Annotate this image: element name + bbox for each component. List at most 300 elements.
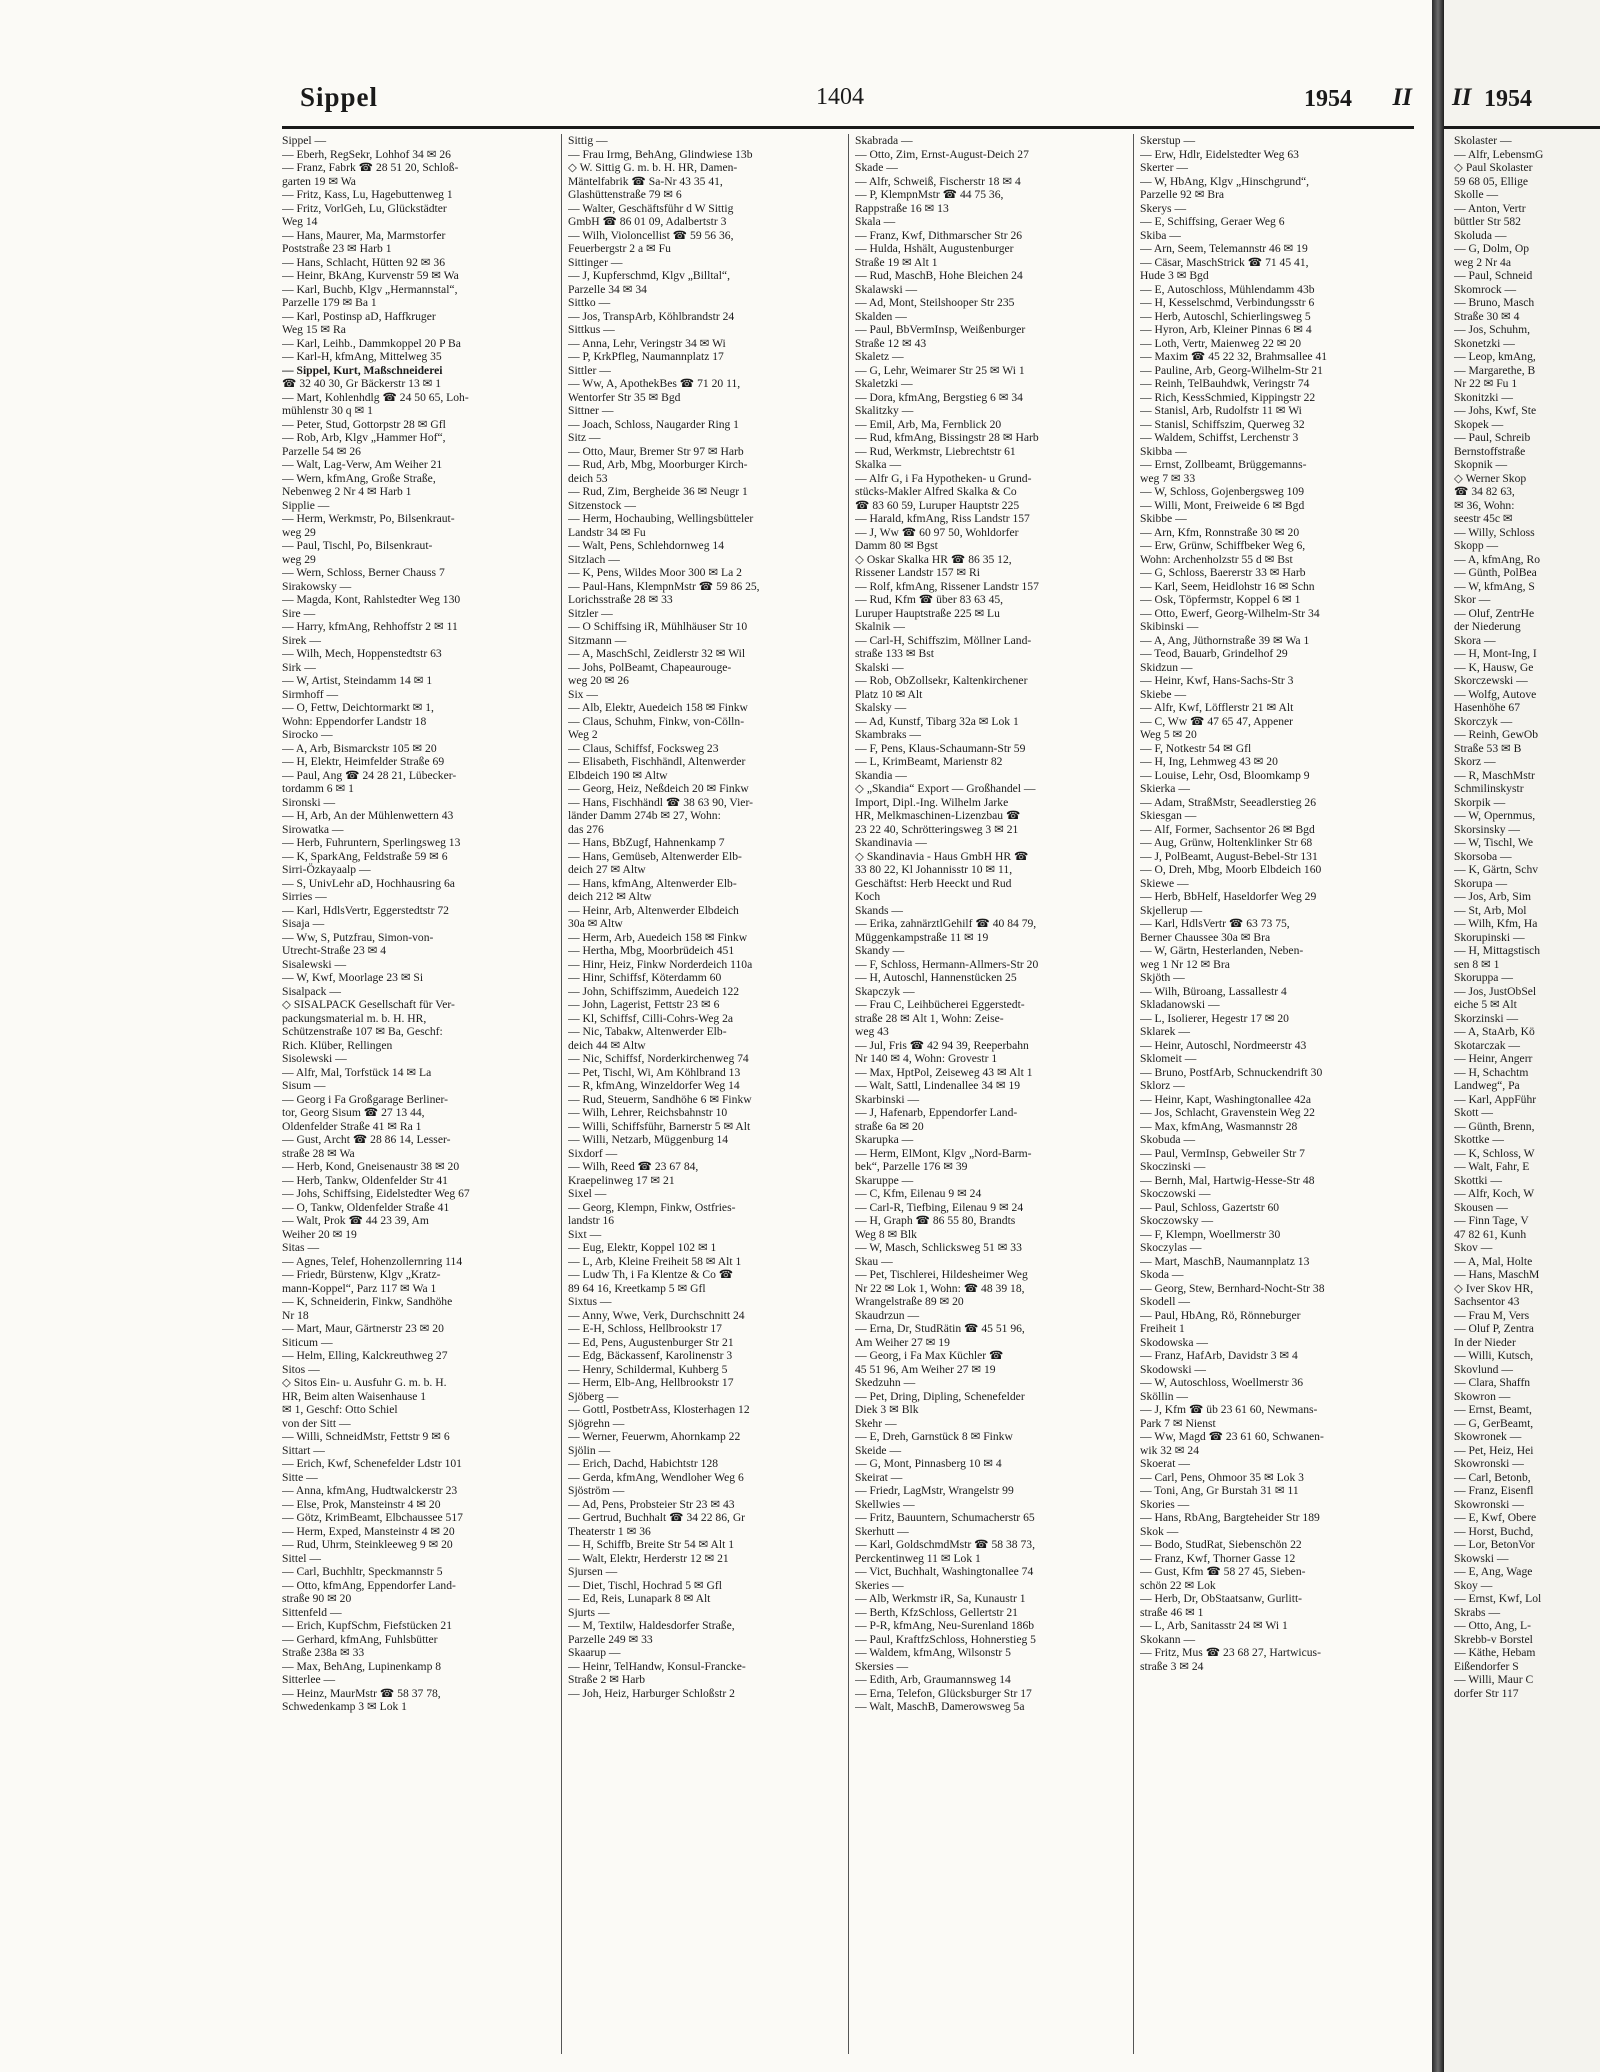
adjacent-entry-line: — K, Hausw, Ge <box>1454 660 1534 674</box>
directory-entry-line: — Gertrud, Buchhalt ☎ 34 22 86, Gr <box>568 1511 746 1524</box>
directory-entry-line: garten 19 ✉ Wa <box>282 174 356 188</box>
directory-entry-line: — Paul, Ang ☎ 24 28 21, Lübecker- <box>282 768 457 782</box>
directory-entry-line: Skerter — <box>1140 161 1188 174</box>
directory-entry-line: mühlenstr 30 q ✉ 1 <box>282 404 373 417</box>
book-spine <box>1432 0 1444 2072</box>
adjacent-entry-line: — Lor, BetonVor <box>1454 1538 1535 1551</box>
adjacent-entry-line: — H, Mittagstisch <box>1454 944 1540 957</box>
directory-entry-line: Sitz — <box>568 431 601 444</box>
directory-entry-line: — Bruno, PostfArb, Schnuckendrift 30 <box>1140 1065 1323 1079</box>
directory-entry-line: — Anna, Lehr, Veringstr 34 ✉ Wi <box>568 336 726 350</box>
directory-entry-line: Sirk — <box>282 660 316 674</box>
directory-entry-line: — Rob, ObZollsekr, Kaltenkirchener <box>855 674 1028 687</box>
directory-entry-line: Skersies — <box>855 1659 909 1673</box>
header-surname: Sippel <box>300 82 379 112</box>
directory-entry-line: — Otto, Ewerf, Georg-Wilhelm-Str 34 <box>1140 606 1320 620</box>
directory-entry-line: Sittig — <box>568 134 608 147</box>
directory-entry-line: das 276 <box>568 822 604 836</box>
directory-entry-line: — A, MaschSchl, Zeidlerstr 32 ✉ Wil <box>568 647 746 660</box>
directory-entry-line: — Herb, Kond, Gneisenaustr 38 ✉ 20 <box>282 1160 460 1173</box>
directory-entry-line: — Hulda, Hshält, Augustenburger <box>855 242 1014 255</box>
directory-entry-line: weg 1 Nr 12 ✉ Bra <box>1140 957 1230 971</box>
directory-entry-line: — Herb, Dr, ObStaatsanw, Gurlitt- <box>1140 1592 1303 1605</box>
directory-entry-line: Sitte — <box>282 1470 318 1484</box>
directory-entry-line: straße 133 ✉ Bst <box>855 647 934 660</box>
directory-entry-line: Damm 80 ✉ Bgst <box>855 539 938 552</box>
adjacent-entry-line: 59 68 05, Ellige <box>1454 174 1529 188</box>
directory-entry-line: — Mart, MaschB, Naumannplatz 13 <box>1140 1254 1310 1268</box>
adjacent-entry-line: Skorz — <box>1454 755 1496 768</box>
directory-entry-line: — Franz, Kwf, Dithmarscher Str 26 <box>855 228 1023 242</box>
adjacent-entry-line: — Walt, Fahr, E <box>1454 1160 1530 1173</box>
directory-entry-line: — Rud, Steuerm, Sandhöhe 6 ✉ Finkw <box>568 1092 752 1106</box>
directory-entry-line: — Osk, Töpfermstr, Koppel 6 ✉ 1 <box>1140 593 1301 606</box>
directory-entry-line: — Herb, Fuhruntern, Sperlingsweg 13 <box>282 836 461 849</box>
directory-entry-line: — Herm, Hochaubing, Wellingsbütteler <box>568 512 754 525</box>
adjacent-entry-line: Skopp — <box>1454 539 1499 552</box>
directory-entry-line: deich 212 ✉ Altw <box>568 890 652 903</box>
directory-column-4 <box>1140 134 1412 2064</box>
directory-entry-line: — Georg, Stew, Bernhard-Nocht-Str 38 <box>1140 1281 1325 1295</box>
directory-entry-line: — S, UnivLehr aD, Hochhausring 6a <box>282 876 455 890</box>
directory-entry-line: — E, Schiffsing, Geraer Weg 6 <box>1140 215 1285 228</box>
directory-entry-line: — Jul, Fris ☎ 42 94 39, Reeperbahn <box>855 1038 1029 1052</box>
adjacent-entry-line: Skowronek — <box>1454 1430 1522 1443</box>
directory-entry-line: Skibbe — <box>1140 512 1187 525</box>
directory-entry-line: — Stanisl, Schiffszim, Querweg 32 <box>1140 417 1305 431</box>
directory-entry-line: — Erika, zahnärztlGehilf ☎ 40 84 79, <box>855 917 1037 930</box>
directory-entry-line: Sisaja — <box>282 917 325 930</box>
directory-entry-line: — Georg i Fa Großgarage Berliner- <box>282 1092 448 1106</box>
directory-entry-line: Skau — <box>855 1254 893 1268</box>
directory-entry-line: — Heinr, Autoschl, Nordmeerstr 43 <box>1140 1038 1307 1052</box>
adjacent-entry-line: Nr 22 ✉ Fu 1 <box>1454 377 1518 390</box>
adjacent-entry-line: — Jos, Arb, Sim <box>1454 890 1531 903</box>
directory-entry-line: Straße 2 ✉ Harb <box>568 1673 646 1686</box>
directory-entry-line: — Gust, Kfm ☎ 58 27 45, Sieben- <box>1140 1565 1306 1578</box>
directory-entry-line: — A, Ang, Jüthornstraße 39 ✉ Wa 1 <box>1140 633 1310 647</box>
directory-entry-line: — H, Kesselschmd, Verbindungsstr 6 <box>1140 296 1315 309</box>
directory-entry-line: — Heinr, Kapt, Washingtonallee 42a <box>1140 1092 1311 1106</box>
adjacent-entry-line: Skora — <box>1454 633 1496 647</box>
directory-entry-line: — Ernst, Zollbeamt, Brüggemanns- <box>1140 458 1307 471</box>
adjacent-entry-line: Eißendorfer S <box>1454 1659 1519 1673</box>
directory-entry-line: — Carl, Pens, Ohmoor 35 ✉ Lok 3 <box>1140 1470 1304 1484</box>
directory-entry-line: Sköllin — <box>1140 1389 1188 1403</box>
directory-entry-line: — Ed, Reis, Lunapark 8 ✉ Alt <box>568 1592 711 1605</box>
directory-entry-line: Elbdeich 190 ✉ Altw <box>568 768 668 782</box>
directory-entry-line: Skalski — <box>855 660 904 674</box>
directory-entry-line: Skibinski — <box>1140 620 1199 633</box>
directory-entry-line: — J, Kupferschmd, Klgv „Billtal“, <box>568 269 730 282</box>
adjacent-entry-line: — Ernst, Kwf, Lol <box>1454 1592 1542 1605</box>
adjacent-entry-line: Straße 30 ✉ 4 <box>1454 309 1520 323</box>
directory-entry-line: straße 6a ✉ 20 <box>855 1119 924 1133</box>
directory-entry-line: — H, Arb, An der Mühlenwettern 43 <box>282 809 454 822</box>
directory-entry-line: — F, Schloss, Hermann-Allmers-Str 20 <box>855 957 1039 971</box>
directory-entry-line: Kraepelinweg 17 ✉ 21 <box>568 1173 675 1187</box>
directory-entry-line: Mäntelfabrik ☎ Sa-Nr 43 35 41, <box>568 174 723 188</box>
adjacent-entry-line: — K, Schloss, W <box>1454 1146 1535 1160</box>
adjacent-entry-line: — W, Opernmus, <box>1454 809 1536 822</box>
directory-entry-line: — Walt, MaschB, Damerowsweg 5a <box>855 1700 1025 1713</box>
directory-entry-line: — Herm, Arb, Auedeich 158 ✉ Finkw <box>568 930 748 944</box>
directory-entry-line: — Franz, HafArb, Davidstr 3 ✉ 4 <box>1140 1349 1298 1362</box>
directory-entry-line: — Carl-R, Tiefbing, Eilenau 9 ✉ 24 <box>855 1200 1024 1214</box>
directory-entry-line: Nebenweg 2 Nr 4 ✉ Harb 1 <box>282 485 412 498</box>
directory-entry-line: — Ww, A, ApothekBes ☎ 71 20 11, <box>568 377 741 390</box>
directory-entry-line: Sirri-Özkayaalp — <box>282 863 371 876</box>
directory-entry-line: — L, Arb, Kleine Freiheit 58 ✉ Alt 1 <box>568 1254 742 1268</box>
directory-entry-line: — Otto, kfmAng, Eppendorfer Land- <box>282 1578 456 1592</box>
directory-entry-line: — Walter, Geschäftsführ d W Sittig <box>568 201 734 215</box>
directory-entry-line: Skedzuhn — <box>855 1376 916 1389</box>
directory-entry-line: ◇ „Skandia“ Export — Großhandel — <box>855 782 1036 795</box>
page-header <box>300 82 1412 120</box>
directory-entry-line: — Waldem, Schiffst, Lerchenstr 3 <box>1140 431 1299 444</box>
directory-entry-line: Sittkus — <box>568 323 615 336</box>
directory-entry-line: Weg 5 ✉ 20 <box>1140 728 1197 741</box>
directory-entry-line: — Paul, BbVermInsp, Weißenburger <box>855 323 1026 336</box>
directory-entry-line: Skapczyk — <box>855 984 915 998</box>
adjacent-entry-line: Skonetzki — <box>1454 336 1515 350</box>
directory-entry-line: — Willi, Schiffsführ, Barnerstr 5 ✉ Alt <box>568 1119 751 1133</box>
directory-entry-line: Skabrada — <box>855 134 913 147</box>
directory-entry-line: weg 29 <box>282 552 316 566</box>
directory-entry-line: Sitzmann — <box>568 633 627 647</box>
directory-entry-line: Park 7 ✉ Nienst <box>1140 1416 1216 1430</box>
adjacent-entry-line: — Finn Tage, V <box>1454 1214 1529 1227</box>
directory-entry-line: — Rud, Arb, Mbg, Moorburger Kirch- <box>568 458 748 471</box>
adjacent-entry-line: — A, StaArb, Kö <box>1454 1025 1535 1038</box>
adjacent-entry-line: seestr 45c ✉ <box>1454 512 1513 525</box>
directory-entry-line: — Ww, S, Putzfrau, Simon-von- <box>282 930 434 944</box>
directory-entry-line: — Erna, Dr, StudRätin ☎ 45 51 96, <box>855 1322 1025 1335</box>
directory-entry-line: — Fritz, Mus ☎ 23 68 27, Hartwicus- <box>1140 1646 1321 1659</box>
directory-entry-line: straße 3 ✉ 24 <box>1140 1659 1204 1673</box>
directory-entry-line: — Maxim ☎ 45 22 32, Brahmsallee 41 <box>1140 350 1328 363</box>
directory-entry-line: — Harald, kfmAng, Riss Landstr 157 <box>855 512 1030 525</box>
directory-entry-line: Sisalpack — <box>282 984 341 998</box>
directory-entry-line: Skierka — <box>1140 782 1190 795</box>
directory-entry-line: Skerhutt — <box>855 1524 909 1538</box>
adjacent-entry-line: Skoruppa — <box>1454 971 1513 984</box>
adjacent-entry-line: Straße 53 ✉ B <box>1454 741 1522 755</box>
directory-entry-line: — Rich, KessSchmied, Kippingstr 22 <box>1140 390 1316 404</box>
directory-entry-line: — Erich, KupfSchm, Fiefstücken 21 <box>282 1619 453 1632</box>
directory-entry-line: — Heinr, TelHandw, Konsul-Francke- <box>568 1659 746 1673</box>
directory-entry-line: Sjölin — <box>568 1443 611 1457</box>
directory-entry-line: — Max, BehAng, Lupinenkamp 8 <box>282 1659 442 1673</box>
directory-entry-line: Sitterlee — <box>282 1673 336 1686</box>
directory-entry-line: — M, Textilw, Haldesdorfer Straße, <box>568 1619 735 1632</box>
directory-entry-line: — J, PolBeamt, August-Bebel-Str 131 <box>1140 849 1318 863</box>
directory-entry-line: — Karl, Postinsp aD, Haffkruger <box>282 309 436 323</box>
directory-entry-line: — Berth, KfzSchloss, Gellertstr 21 <box>855 1605 1018 1619</box>
adjacent-entry-line: büttler Str 582 <box>1454 215 1521 228</box>
directory-entry-line: — Karl, Leihb., Dammkoppel 20 P Ba <box>282 336 461 350</box>
adjacent-entry-line: ◇ Paul Skolaster <box>1454 161 1533 174</box>
directory-entry-line: — K, Schneiderin, Finkw, Sandhöhe <box>282 1295 453 1308</box>
directory-entry-line: — Ludw Th, i Fa Klentze & Co ☎ <box>568 1268 734 1281</box>
directory-entry-line: Skiba — <box>1140 228 1181 242</box>
directory-entry-line: — Johs, Schiffsing, Eidelstedter Weg 67 <box>282 1187 470 1200</box>
directory-entry-line: Parzelle 249 ✉ 33 <box>568 1632 653 1646</box>
directory-entry-line: — Herb, Tankw, Oldenfelder Str 41 <box>282 1173 448 1187</box>
directory-entry-line: — Alb, Werkmstr iR, Sa, Kunaustr 1 <box>855 1592 1026 1605</box>
directory-entry-line: — Erich, Dachd, Habichtstr 128 <box>568 1457 719 1470</box>
adjacent-entry-line: — Pet, Heiz, Hei <box>1454 1443 1534 1457</box>
adjacent-entry-line: ☎ 34 82 63, <box>1454 485 1515 498</box>
directory-entry-line: — Ad, Pens, Probsteier Str 23 ✉ 43 <box>568 1497 735 1511</box>
directory-entry-line: — Willi, Netzarb, Müggenburg 14 <box>568 1133 729 1146</box>
adjacent-entry-line: Skowronski — <box>1454 1457 1524 1470</box>
directory-entry-line: — Joach, Schloss, Naugarder Ring 1 <box>568 417 739 431</box>
adjacent-entry-line: Sachsentor 43 <box>1454 1295 1520 1308</box>
directory-entry-line: — P, KrkPfleg, Naumannplatz 17 <box>568 350 724 363</box>
directory-entry-line: Weg 2 <box>568 728 598 741</box>
directory-entry-line: — O, Dreh, Mbg, Moorb Elbdeich 160 <box>1140 863 1322 876</box>
directory-entry-line: Wohn: Archenholzstr 55 d ✉ Bst <box>1140 552 1293 566</box>
directory-entry-line: Skaletzki — <box>855 377 913 390</box>
directory-entry-line: mann-Koppel“, Parz 117 ✉ Wa 1 <box>282 1281 437 1295</box>
directory-entry-line: Rich. Klüber, Rellingen <box>282 1038 393 1052</box>
directory-entry-line: Platz 10 ✉ Alt <box>855 687 923 701</box>
adjacent-entry-line: — A, kfmAng, Ro <box>1454 552 1540 566</box>
directory-entry-line: — Arn, Kfm, Ronnstraße 30 ✉ 20 <box>1140 525 1300 539</box>
directory-entry-line: — Herm, Exped, Mansteinstr 4 ✉ 20 <box>282 1524 455 1538</box>
directory-entry-line: Skalnik — <box>855 620 905 633</box>
directory-entry-line: Weg 14 <box>282 215 318 228</box>
directory-entry-line: Weg 15 ✉ Ra <box>282 323 346 336</box>
directory-entry-line: — Rud, Kfm ☎ über 83 63 45, <box>855 593 1004 606</box>
directory-entry-line: Sjögrehn — <box>568 1416 625 1430</box>
adjacent-entry-line: — Alfr, LebensmG <box>1454 147 1544 161</box>
directory-entry-line: ☎ 32 40 30, Gr Bäckerstr 13 ✉ 1 <box>282 377 442 390</box>
directory-entry-line: ☎ 83 60 59, Luruper Hauptstr 225 <box>855 498 1020 512</box>
directory-entry-line: Weiher 20 ✉ 19 <box>282 1227 357 1241</box>
adjacent-entry-line: Skor — <box>1454 593 1491 606</box>
directory-entry-line: — Mart, Kohlenhdlg ☎ 24 50 65, Loh- <box>282 390 469 404</box>
directory-entry-line: Berner Chaussee 30a ✉ Bra <box>1140 930 1271 944</box>
directory-entry-line: Parzelle 34 ✉ 34 <box>568 282 647 296</box>
directory-entry-line: — Anny, Wwe, Verk, Durchschnitt 24 <box>568 1308 745 1322</box>
directory-entry-line: — Gust, Archt ☎ 28 86 14, Lesser- <box>282 1133 451 1146</box>
directory-entry-line: — Hinr, Schiffsf, Köterdamm 60 <box>568 971 722 984</box>
directory-entry-line: — Hinr, Heiz, Finkw Norderdeich 110a <box>568 957 753 971</box>
directory-entry-line: — Carl, Buchhltr, Speckmannstr 5 <box>282 1565 443 1578</box>
directory-entry-line: Straße 12 ✉ 43 <box>855 336 927 350</box>
directory-entry-line: Sjurts — <box>568 1605 610 1619</box>
directory-entry-line: — Peter, Stud, Gottorpstr 28 ✉ Gfl <box>282 417 446 431</box>
directory-column-2 <box>568 134 840 2064</box>
directory-entry-line: Skeirat — <box>855 1470 903 1484</box>
directory-entry-line: — Werner, Feuerwm, Ahornkamp 22 <box>568 1430 741 1443</box>
directory-entry-line: Sittinger — <box>568 255 623 269</box>
directory-entry-line: Sittko — <box>568 296 611 309</box>
adjacent-entry-line: Skowron — <box>1454 1389 1511 1403</box>
column-divider <box>561 134 562 2054</box>
adjacent-entry-line: — Johs, Kwf, Ste <box>1454 404 1537 417</box>
directory-entry-line: — Loth, Vertr, Maienweg 22 ✉ 20 <box>1140 336 1302 350</box>
directory-entry-line: Skodowski — <box>1140 1362 1207 1376</box>
directory-entry-line: Skala — <box>855 215 896 228</box>
adjacent-entry-line: — W, Tischl, We <box>1454 836 1534 849</box>
directory-entry-line: Sitzler — <box>568 606 613 620</box>
directory-entry-line: — Pet, Tischlerei, Hildesheimer Weg <box>855 1268 1028 1281</box>
adjacent-entry-line: Skorczewski — <box>1454 674 1528 687</box>
directory-entry-line: Sitzlach — <box>568 552 620 566</box>
directory-entry-line: Skambraks — <box>855 728 922 741</box>
directory-entry-line: Sklarek — <box>1140 1025 1190 1038</box>
directory-entry-line: — L, Isolierer, Hegestr 17 ✉ 20 <box>1140 1011 1289 1025</box>
adjacent-entry-line: ✉ 36, Wohn: <box>1454 498 1515 512</box>
directory-entry-line: Wohn: Eppendorfer Landstr 18 <box>282 714 427 728</box>
directory-entry-line: — Karl-H, kfmAng, Mittelweg 35 <box>282 350 442 363</box>
adjacent-entry-line: Skott — <box>1454 1106 1493 1119</box>
adjacent-entry-line: Skopek — <box>1454 417 1504 431</box>
directory-entry-line: straße 90 ✉ 20 <box>282 1592 352 1605</box>
directory-entry-line: — Hertha, Mbg, Moorbrüdeich 451 <box>568 944 735 957</box>
adjacent-entry-line: — H, Mont-Ing, I <box>1454 647 1537 660</box>
adjacent-entry-line: Skolaster — <box>1454 134 1512 147</box>
directory-entry-line: wik 32 ✉ 24 <box>1140 1443 1199 1457</box>
directory-entry-line: Skalawski — <box>855 282 918 296</box>
directory-entry-line: — Rud, Uhrm, Steinkleeweg 9 ✉ 20 <box>282 1538 453 1551</box>
directory-entry-line: Sire — <box>282 606 316 620</box>
adjacent-entry-line: — Günth, Brenn, <box>1454 1119 1535 1133</box>
directory-entry-line: Sironski — <box>282 795 336 809</box>
directory-entry-line: — Adam, StraßMstr, Seeadlerstieg 26 <box>1140 795 1316 809</box>
adjacent-entry-line: Landweg“, Pa <box>1454 1079 1520 1092</box>
directory-entry-line: — Elisabeth, Fischhändl, Altenwerder <box>568 755 746 768</box>
directory-entry-line: ✉ 1, Geschf: Otto Schiel <box>282 1403 398 1416</box>
header-page-number: 1404 <box>816 84 864 110</box>
directory-entry-line: — Cäsar, MaschStrick ☎ 71 45 41, <box>1140 255 1309 269</box>
adjacent-entry-line: — Heinr, Angerr <box>1454 1052 1533 1065</box>
directory-entry-line: Skiesgan — <box>1140 809 1197 822</box>
directory-entry-line: — G, Lehr, Weimarer Str 25 ✉ Wi 1 <box>855 363 1025 377</box>
directory-entry-line: — Willi, Mont, Freiweide 6 ✉ Bgd <box>1140 498 1305 512</box>
directory-entry-line: Poststraße 23 ✉ Harb 1 <box>282 242 392 255</box>
directory-entry-line: Skibba — <box>1140 444 1187 458</box>
directory-entry-line: — O, Tankw, Oldenfelder Straße 41 <box>282 1200 450 1214</box>
directory-entry-line: Wentorfer Str 35 ✉ Bgd <box>568 390 681 404</box>
directory-entry-line: — Paul, HbAng, Rö, Rönneburger <box>1140 1308 1301 1322</box>
column-divider <box>848 134 849 2054</box>
directory-entry-line: Sisum — <box>282 1079 326 1092</box>
directory-entry-line: — Sippel, Kurt, Maßschneiderei <box>282 363 443 377</box>
directory-entry-line: Nr 22 ✉ Lok 1, Wohn: ☎ 48 39 18, <box>855 1281 1025 1295</box>
directory-entry-line: Sittel — <box>282 1551 321 1565</box>
directory-entry-line: Skoda — <box>1140 1268 1184 1281</box>
directory-entry-line: — Paul, VermInsp, Gebweiler Str 7 <box>1140 1146 1305 1160</box>
directory-entry-line: Am Weiher 27 ✉ 19 <box>855 1335 950 1349</box>
directory-entry-line: — Rud, Werkmstr, Liebrechtstr 61 <box>855 444 1016 458</box>
directory-entry-line: Weg 8 ✉ Blk <box>855 1227 917 1241</box>
directory-entry-line: — Joh, Heiz, Harburger Schloßstr 2 <box>568 1686 735 1700</box>
directory-entry-line: — Louise, Lehr, Osd, Bloomkamp 9 <box>1140 768 1310 782</box>
directory-entry-line: — K, SparkAng, Feldstraße 59 ✉ 6 <box>282 849 448 863</box>
directory-entry-line: Skalden — <box>855 309 907 323</box>
directory-entry-line: — W, Schloss, Gojenbergsweg 109 <box>1140 485 1305 498</box>
adjacent-entry-line: Skottki — <box>1454 1173 1502 1187</box>
directory-entry-line: — Herb, Autoschl, Schierlingsweg 5 <box>1140 309 1311 323</box>
directory-entry-line: Skalka — <box>855 458 902 471</box>
directory-entry-line: — Vict, Buchhalt, Washingtonallee 74 <box>855 1565 1034 1578</box>
directory-entry-line: länder Damm 274b ✉ 27, Wohn: <box>568 809 721 822</box>
directory-entry-line: — Henry, Schildermal, Kuhberg 5 <box>568 1362 728 1376</box>
adjacent-header-volume: II <box>1452 84 1472 111</box>
directory-entry-line: tor, Georg Sisum ☎ 27 13 44, <box>282 1106 425 1119</box>
directory-entry-line: Skalitzky — <box>855 404 914 417</box>
directory-entry-line: Sixel — <box>568 1187 607 1200</box>
directory-entry-line: Skok — <box>1140 1524 1179 1538</box>
directory-entry-line: — Dora, kfmAng, Bergstieg 6 ✉ 34 <box>855 390 1023 404</box>
directory-entry-line: Utrecht-Straße 23 ✉ 4 <box>282 944 387 957</box>
directory-entry-line: — P, KlempnMstr ☎ 44 75 36, <box>855 188 1004 201</box>
directory-entry-line: Parzelle 54 ✉ 26 <box>282 444 361 458</box>
adjacent-entry-line: — E, Ang, Wage <box>1454 1565 1533 1578</box>
directory-entry-line: — John, Lagerist, Fettstr 23 ✉ 6 <box>568 998 720 1011</box>
directory-entry-line: Skiewe — <box>1140 876 1189 890</box>
directory-entry-line: straße 28 ✉ Wa <box>282 1146 355 1160</box>
directory-entry-line: Feuerbergstr 2 a ✉ Fu <box>568 242 671 255</box>
adjacent-entry-line: — Jos, JustObSel <box>1454 984 1537 998</box>
directory-entry-line: Lorichsstraße 28 ✉ 33 <box>568 593 673 606</box>
directory-entry-line: — Wilh, Lehrer, Reichsbahnstr 10 <box>568 1106 728 1119</box>
directory-entry-line: bek“, Parzelle 176 ✉ 39 <box>855 1160 968 1173</box>
directory-entry-line: — F, Pens, Klaus-Schaumann-Str 59 <box>855 741 1026 755</box>
directory-entry-line: — H, Graph ☎ 86 55 80, Brandts <box>855 1214 1016 1227</box>
adjacent-entry-line: Skousen — <box>1454 1200 1508 1214</box>
directory-entry-line: — Georg, Heiz, Neßdeich 20 ✉ Finkw <box>568 782 749 795</box>
adjacent-entry-line: — Paul, Schneid <box>1454 269 1533 282</box>
adjacent-entry-line: — Franz, Eisenfl <box>1454 1484 1534 1497</box>
adjacent-entry-line: Skorupinski — <box>1454 930 1525 944</box>
directory-entry-line: Perckentinweg 11 ✉ Lok 1 <box>855 1551 981 1565</box>
adjacent-entry-line: — G, GerBeamt, <box>1454 1416 1534 1430</box>
directory-entry-line: — Erich, Kwf, Schenefelder Ldstr 101 <box>282 1457 462 1470</box>
directory-entry-line: — Pauline, Arb, Georg-Wilhelm-Str 21 <box>1140 363 1323 377</box>
directory-entry-line: — J, Hafenarb, Eppendorfer Land- <box>855 1106 1018 1119</box>
directory-entry-line: ◇ Sitos Ein- u. Ausfuhr G. m. b. H. <box>282 1376 447 1389</box>
adjacent-entry-line: Bernstoffstraße <box>1454 444 1526 458</box>
adjacent-page-header <box>1444 82 1600 120</box>
directory-entry-line: — Else, Prok, Mansteinstr 4 ✉ 20 <box>282 1497 441 1511</box>
directory-entry-line: Sixdorf — <box>568 1146 618 1160</box>
directory-entry-line: — Pet, Dring, Dipling, Schenefelder <box>855 1389 1025 1403</box>
adjacent-entry-line: — G, Dolm, Op <box>1454 242 1530 255</box>
adjacent-entry-line: — H, Schachtm <box>1454 1065 1529 1079</box>
directory-entry-line: — Alb, Elektr, Auedeich 158 ✉ Finkw <box>568 701 748 714</box>
directory-entry-line: Skeide — <box>855 1443 902 1457</box>
directory-entry-line: — Edith, Arb, Graumannsweg 14 <box>855 1673 1011 1686</box>
directory-entry-line: — Herm, Elb-Ang, Hellbrookstr 17 <box>568 1376 734 1389</box>
directory-entry-line: Sjöberg — <box>568 1389 619 1403</box>
directory-entry-line: Sirmhoff — <box>282 687 339 701</box>
adjacent-entry-line: Hasenhöhe 67 <box>1454 701 1521 714</box>
directory-entry-line: — Bernh, Mal, Hartwig-Hesse-Str 48 <box>1140 1173 1315 1187</box>
adjacent-entry-line: Skonitzki — <box>1454 390 1513 404</box>
directory-entry-line: Import, Dipl.-Ing. Wilhelm Jarke <box>855 795 1009 809</box>
directory-entry-line: — Erw, Grünw, Schiffbeker Weg 6, <box>1140 539 1306 552</box>
directory-entry-line: Parzelle 179 ✉ Ba 1 <box>282 296 377 309</box>
directory-entry-line: — Erw, Hdlr, Eidelstedter Weg 63 <box>1140 147 1299 161</box>
directory-entry-line: Schützenstraße 107 ✉ Ba, Geschf: <box>282 1025 443 1038</box>
directory-entry-line: — Max, kfmAng, Wasmannstr 28 <box>1140 1119 1298 1133</box>
directory-entry-line: — Jos, TranspArb, Köhlbrandstr 24 <box>568 309 735 323</box>
